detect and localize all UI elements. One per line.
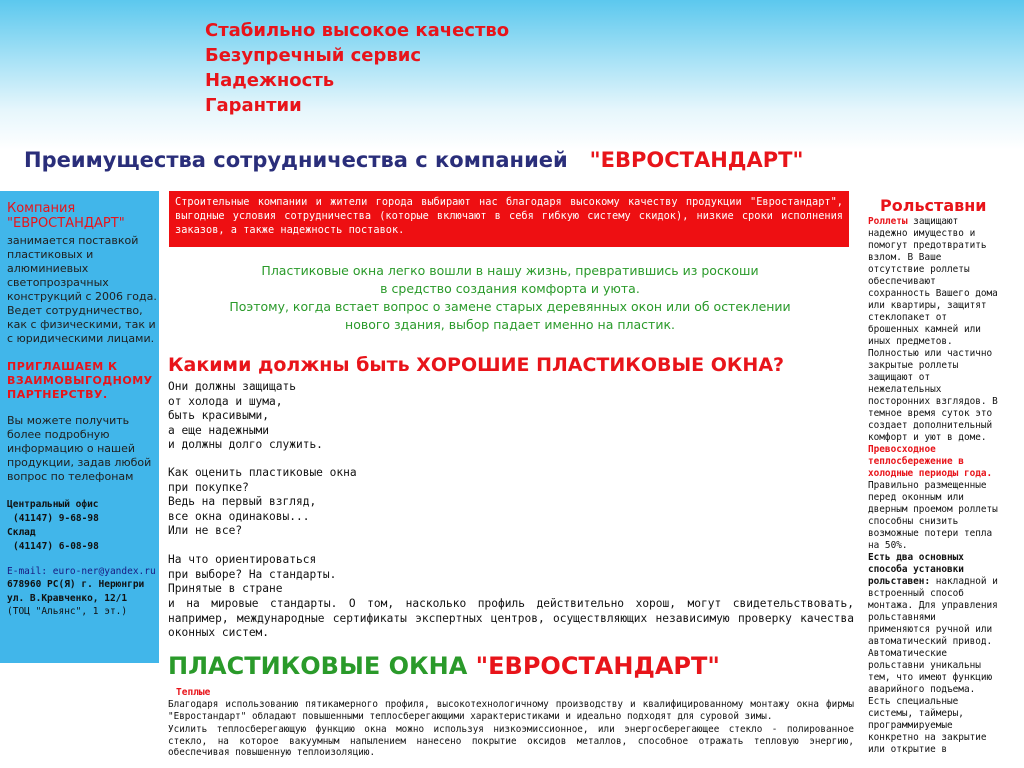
address-line-2: ул. В.Кравченко, 12/1 (7, 593, 128, 604)
brand-section-brand: "ЕВРОСТАНДАРТ" (475, 652, 720, 680)
rollets-paragraph-3: накладной и встроенный способ монтажа. Для управления рольставнями применяются ручной или автоматический привод. Автоматические рольставни уникальны тем, что имеют функцию аварийного подъема. Есть специальные системы, таймеры, программируемые конкретно на закрытие или открытие в (868, 576, 998, 755)
slogan-service: Безупречный сервис (205, 45, 422, 66)
address-line-3: (ТОЦ "Альянс", 1 эт.) (7, 606, 128, 617)
rollets-paragraph-2: Правильно размещенные перед оконным или дверным проемом роллеты способны снизить возможные потери тепла на 50%. (868, 480, 998, 551)
left-sidebar (0, 191, 159, 663)
rollshutters-title: Рольставни (880, 196, 987, 215)
intro-line: Поэтому, когда встает вопрос о замене старых деревянных окон или об остеклении (229, 299, 791, 314)
intro-line: в средство создания комфорта и уюта. (380, 281, 640, 296)
standards-block (168, 553, 336, 597)
intro-line: нового здания, выбор падает именно на пластик. (345, 317, 675, 332)
company-description: занимается поставкой пластиковых и алюминиевых светопрозрачных конструкций с 2006 года. Ведет сотрудничество, как с физическими, так и с юридическими лицами. (7, 234, 157, 345)
requirement-line: и должны долго служить. (168, 438, 323, 451)
warehouse-label: Склад (7, 527, 36, 538)
office-phone: (41147) 9-68-98 (13, 513, 99, 524)
requirement-line: быть красивыми, (168, 409, 270, 422)
installation-heading: Есть два основных способа установки рольставен: (868, 552, 964, 587)
evaluate-line: все окна одинаковы... (168, 509, 310, 523)
company-name: Компания "ЕВРОСТАНДАРТ" (7, 201, 125, 231)
headline-brand: "ЕВРОСТАНДАРТ" (589, 148, 804, 172)
standards-line: На что ориентироваться (168, 553, 317, 566)
slogan-quality: Стабильно высокое качество (205, 20, 510, 41)
warm-paragraph-2: Усилить теплосберегающую функцию окна можно используя низкоэмиссионное, или энергосберегающее стекло - полированное стекло, на которое вакуумным напылением нанесено покрытие оксидов металлов, способное отражать тепловую энергию, обеспечивая повышенную теплоизоляцию. (168, 724, 854, 758)
rollets-paragraph-1: защищают надежно имущество и помогут предотвратить взлом. В Ваше отсутствие роллеты обеспечивают сохранность Вашего дома или квартиры, защитят стеклопакет от брошенных камней или иных предметов. Полностью или частично закрытые роллеты защищают от нежелательных посторонних взглядов. В темное время суток это создает дополнительный комфорт и уют в доме. (868, 216, 998, 443)
rollshutters-text (868, 216, 1002, 756)
address-line-1: 678960 РС(Я) г. Нерюнгри (7, 579, 145, 590)
contact-invite-text: Вы можете получить более подробную информацию о нашей продукции, задав любой вопрос по телефонам (7, 414, 152, 483)
evaluate-block (168, 466, 357, 539)
page-headline (24, 148, 803, 172)
standards-line: Принятые в стране (168, 582, 283, 595)
evaluate-line: Ведь на первый взгляд, (168, 495, 317, 508)
office-label: Центральный офис (7, 499, 99, 510)
slogan-guarantees: Гарантии (205, 95, 302, 116)
partnership-invite: ПРИГЛАШАЕМ К ВЗАИМОВЫГОДНОМУ ПАРТНЕРСТВУ. (7, 360, 153, 401)
evaluate-line: Как оценить пластиковые окна (168, 466, 357, 479)
warm-label: Теплые (176, 687, 211, 698)
requirements-list (168, 380, 323, 453)
requirement-line: а еще надежными (168, 423, 270, 437)
rollets-lead: Роллеты (868, 216, 908, 227)
slogan-reliability: Надежность (205, 70, 335, 91)
brand-section-title (168, 652, 720, 680)
headline-text: Преимущества сотрудничества с компанией (24, 148, 568, 172)
heat-saving-heading: Превосходное теплосбережение в холодные периоды года. (868, 444, 993, 479)
warehouse-phone: (41147) 6-08-98 (13, 541, 99, 552)
intro-text (172, 262, 848, 334)
intro-line: Пластиковые окна легко вошли в нашу жизнь, превратившись из роскоши (261, 263, 759, 278)
standards-line: при выборе? На стандарты. (168, 567, 337, 581)
evaluate-line: Или не все? (168, 524, 243, 537)
requirement-line: от холода и шума, (168, 394, 283, 408)
why-choose-us-box: Строительные компании и жители города выбирают нас благодаря высокому качеству продукции "Евростандарт", выгодные условия сотрудничества (которые включают в себя гибкую систему скидок), низкие сроки исполнения заказов, а также надежность поставок. (169, 191, 849, 247)
brand-section-title-text: ПЛАСТИКОВЫЕ ОКНА (168, 652, 468, 680)
email-link[interactable]: E-mail: euro-ner@yandex.ru (7, 566, 156, 577)
evaluate-line: при покупке? (168, 480, 249, 494)
standards-paragraph: и на мировые стандарты. О том, насколько профиль действительно хорош, могут свидетельствовать, например, международные сертификаты экспертных центров, осуществляющих независимую проверку качества оконных систем. (168, 597, 854, 639)
good-windows-heading: Какими должны быть ХОРОШИЕ ПЛАСТИКОВЫЕ ОКНА? (168, 354, 785, 376)
requirement-line: Они должны защищать (168, 380, 296, 393)
warm-paragraph-1: Благодаря использованию пятикамерного профиля, высокотехнологичному производству и квалифицированному монтажу окна фирмы "Евростандарт" обладают повышенными теплосберегающими характеристиками и идеально подходят для суровой зимы. (168, 699, 854, 722)
